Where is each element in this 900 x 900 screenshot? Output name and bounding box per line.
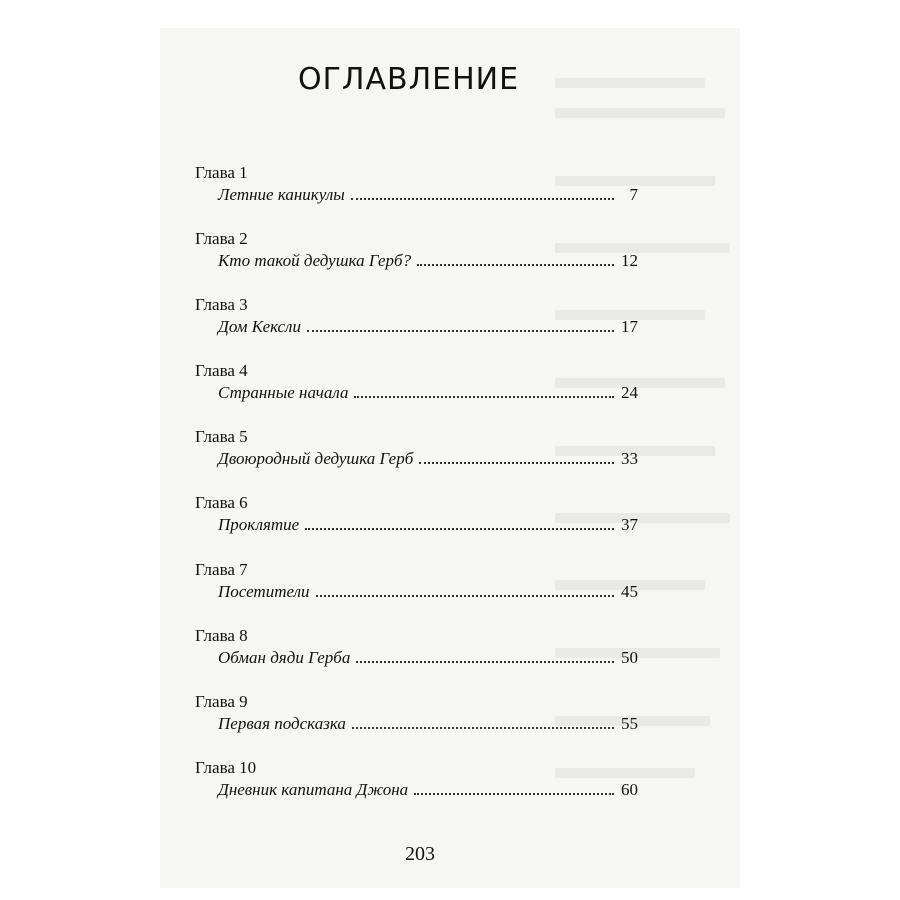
page-title: ОГЛАВЛЕНИЕ: [298, 62, 520, 97]
chapter-page-number: 12: [621, 251, 638, 270]
page-number: 203: [405, 843, 435, 865]
dot-leader: [414, 793, 614, 795]
chapter-page-number: 45: [621, 582, 638, 601]
chapter-label: Глава 8: [195, 626, 248, 645]
chapter-title: Проклятие: [218, 515, 300, 534]
chapter-title: Двоюродный дедушка Герб: [218, 449, 414, 468]
toc-entry[interactable]: [218, 185, 638, 205]
dot-leader: [305, 528, 614, 530]
dot-leader: [351, 198, 614, 200]
dot-leader: [417, 264, 614, 266]
chapter-title: Первая подсказка: [218, 714, 346, 733]
chapter-label: Глава 5: [195, 427, 248, 446]
chapter-title: Странные начала: [218, 383, 349, 402]
chapter-title: Дом Кексли: [218, 317, 301, 336]
toc-entry[interactable]: [218, 251, 638, 271]
toc-entry[interactable]: [218, 714, 638, 734]
chapter-page-number: 7: [629, 185, 638, 204]
toc-entry[interactable]: [218, 582, 638, 602]
chapter-title: Летние каникулы: [218, 185, 345, 204]
chapter-page-number: 17: [621, 317, 638, 336]
dot-leader: [419, 462, 614, 464]
dot-leader: [316, 595, 614, 597]
chapter-page-number: 24: [621, 383, 638, 402]
chapter-label: Глава 10: [195, 758, 257, 777]
chapter-label: Глава 3: [195, 295, 248, 314]
chapter-page-number: 55: [621, 714, 638, 733]
chapter-label: Глава 9: [195, 692, 248, 711]
chapter-page-number: 60: [621, 780, 638, 799]
toc-entry[interactable]: [218, 648, 638, 668]
dot-leader: [352, 727, 614, 729]
chapter-title: Кто такой дедушка Герб?: [218, 251, 412, 270]
chapter-label: Глава 2: [195, 229, 248, 248]
dot-leader: [356, 661, 614, 663]
chapter-title: Дневник капитана Джона: [218, 780, 409, 799]
dot-leader: [354, 396, 614, 398]
chapter-page-number: 50: [621, 648, 638, 667]
chapter-label: Глава 6: [195, 493, 248, 512]
chapter-label: Глава 7: [195, 560, 248, 579]
chapter-title: Обман дяди Герба: [218, 648, 351, 667]
chapter-page-number: 37: [621, 515, 638, 534]
toc-entry[interactable]: [218, 780, 638, 800]
chapter-title: Посетители: [218, 582, 310, 601]
toc-entry[interactable]: [218, 515, 638, 535]
chapter-label: Глава 4: [195, 361, 248, 380]
toc-entry[interactable]: [218, 383, 638, 403]
toc-entry[interactable]: [218, 317, 638, 337]
chapter-page-number: 33: [621, 449, 638, 468]
chapter-label: Глава 1: [195, 163, 248, 182]
toc-entry[interactable]: [218, 449, 638, 469]
dot-leader: [307, 330, 614, 332]
